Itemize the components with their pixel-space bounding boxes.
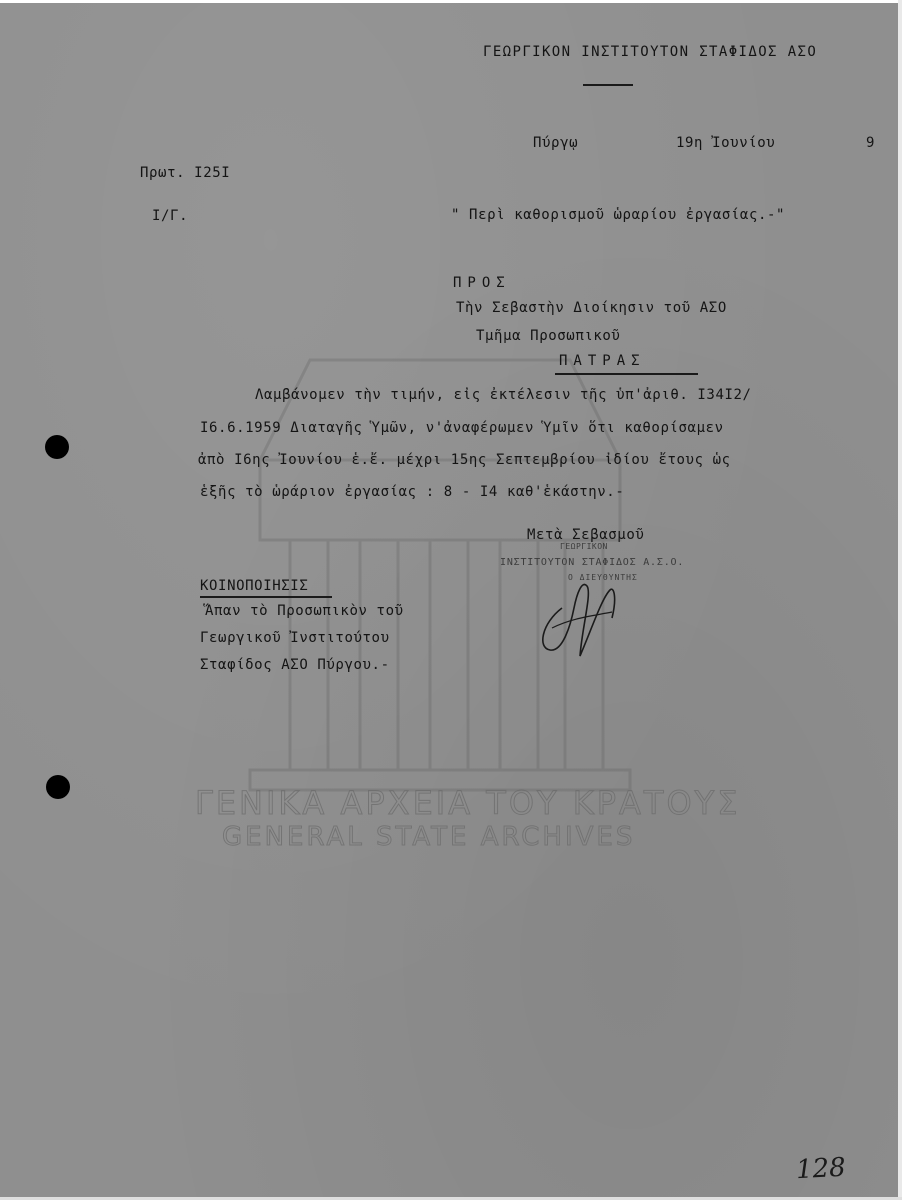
protocol-number: Πρωτ. Ι25Ι bbox=[140, 165, 231, 181]
scan-edge-top bbox=[0, 0, 902, 3]
body-line-3: ἀπὸ Ι6ης Ἰουνίου ἑ.ἔ. μέχρι 15ης Σεπτεμβρίου ἰδίου ἔτους ὡς bbox=[198, 452, 731, 468]
stamp-line-3: Ο ΔΙΕΥΘΥΝΤΗΣ bbox=[568, 573, 638, 582]
cc-line-3: Σταφίδος ΑΣΟ Πύργου.- bbox=[200, 657, 390, 673]
cc-underline bbox=[200, 596, 332, 598]
place-of-issue: Πύργῳ bbox=[533, 135, 579, 151]
punch-hole-bottom bbox=[46, 775, 70, 799]
institution-heading: ΓΕΩΡΓΙΚΟΝ ΙΝΣΤΙΤΟΥΤΟΝ ΣΤΑΦΙΔΟΣ ΑΣΟ bbox=[483, 44, 818, 60]
body-line-2: Ι6.6.1959 Διαταγῆς Ὑμῶν, ν'ἀναφέρωμεν Ὑμῖν ὅτι καθορίσαμεν bbox=[200, 420, 724, 436]
city-underline bbox=[555, 373, 698, 375]
watermark-text-english: GENERAL STATE ARCHIVES bbox=[222, 822, 636, 852]
cc-line-1: Ἅπαν τὸ Προσωπικὸν τοῦ bbox=[205, 603, 404, 619]
issue-year-fragment: 9 bbox=[866, 135, 876, 151]
subject-line: " Περὶ καθορισμοῦ ὡραρίου ἐργασίας.-" bbox=[451, 207, 786, 223]
handwritten-page-number: 128 bbox=[795, 1152, 847, 1186]
recipient-line-1: Τὴν Σεβαστὴν Διοίκησιν τοῦ ΑΣΟ bbox=[456, 300, 727, 316]
reference-initials: Ι/Γ. bbox=[152, 208, 189, 224]
closing-salutation: Μετὰ Σεβασμοῦ bbox=[527, 527, 645, 543]
cc-line-2: Γεωργικοῦ Ἰνστιτούτου bbox=[200, 630, 390, 646]
recipient-label: ΠΡΟΣ bbox=[453, 275, 511, 291]
issue-date: 19η Ἰουνίου bbox=[676, 135, 776, 151]
recipient-city: ΠΑΤΡΑΣ bbox=[559, 353, 646, 369]
recipient-line-2: Τμῆμα Προσωπικοῦ bbox=[476, 328, 621, 344]
stamp-line-2: ΙΝΣΤΙΤΟΥΤΟΝ ΣΤΑΦΙΔΟΣ Α.Σ.Ο. bbox=[500, 557, 685, 568]
cc-heading: ΚΟΙΝΟΠΟΙΗΣΙΣ bbox=[200, 578, 309, 594]
punch-hole-top bbox=[45, 435, 69, 459]
stamp-line-1: ΓΕΩΡΓΙΚΟΝ bbox=[560, 542, 608, 551]
body-line-4: ἑξῆς τὸ ὡράριον ἐργασίας : 8 - Ι4 καθ'ἑκάστην.- bbox=[200, 484, 625, 500]
watermark-text-greek: ΓΕΝΙΚΑ ΑΡΧΕΙΑ ΤΟΥ ΚΡΑΤΟΥΣ bbox=[195, 784, 741, 822]
heading-rule bbox=[583, 84, 633, 86]
body-line-1: Λαμβάνομεν τὴν τιμήν, εἰς ἐκτέλεσιν τῆς ὑπ'ἀριθ. Ι34Ι2/ bbox=[255, 387, 752, 403]
scan-edge-right bbox=[898, 0, 902, 1200]
handwritten-signature bbox=[522, 568, 632, 668]
